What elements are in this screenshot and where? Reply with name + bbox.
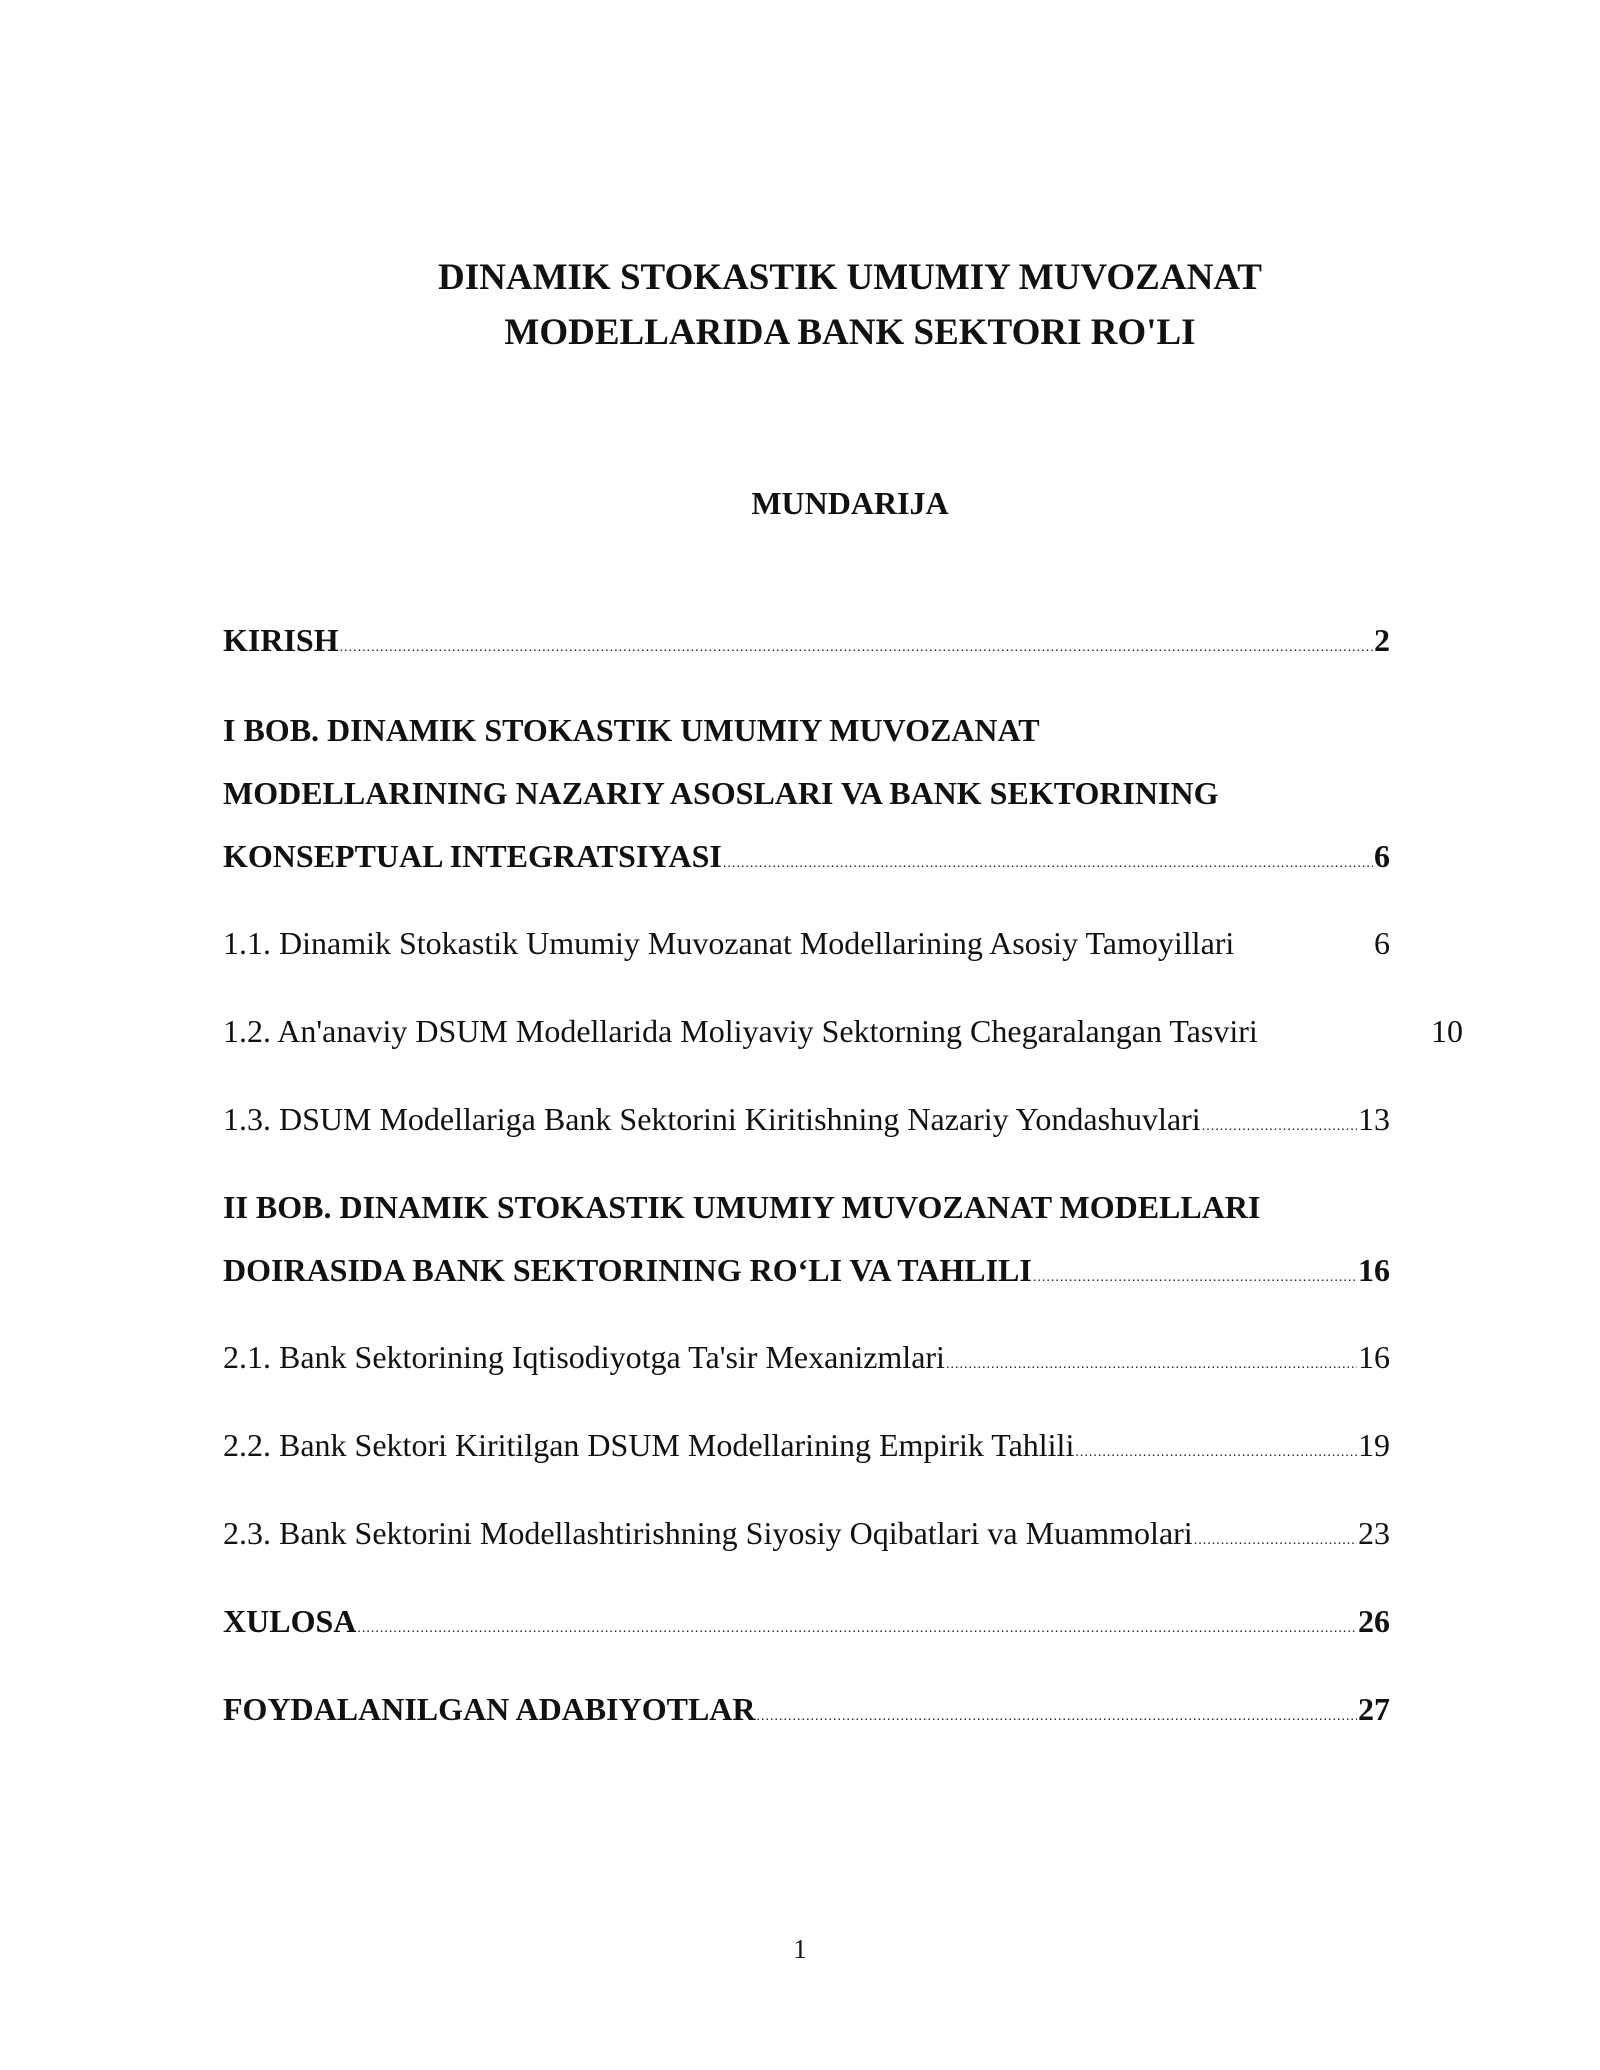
toc-page-number: 19 <box>1358 1427 1390 1463</box>
toc-label: 2.2. Bank Sektori Kiritilgan DSUM Modellarining Empirik Tahlili <box>223 1427 1075 1463</box>
toc-chapter-1-line-2: MODELLARINING NAZARIY ASOSLARI VA BANK SEKTORINING <box>223 775 1219 811</box>
toc-label: XULOSA <box>223 1603 357 1639</box>
dot-leader <box>1194 1509 1357 1572</box>
title-line-2: MODELLARIDA BANK SEKTORI RO'LI <box>504 312 1196 353</box>
dot-leader <box>357 1597 1357 1660</box>
toc-chapter-2-line-2: DOIRASIDA BANK SEKTORINING RO‘LI VA TAHLILI <box>223 1252 1032 1288</box>
toc-chapter-2-line-1: II BOB. DINAMIK STOKASTIK UMUMIY MUVOZANAT MODELLARI <box>223 1189 1261 1225</box>
toc-page-number: 23 <box>1358 1515 1390 1551</box>
toc-entry-xulosa[interactable] <box>223 1590 1413 1660</box>
dot-leader <box>946 1333 1357 1396</box>
dot-leader <box>1075 1421 1357 1484</box>
dot-leader <box>1202 1095 1357 1158</box>
toc-page-number: 16 <box>1358 1339 1390 1375</box>
toc-chapter-1-line-3: KONSEPTUAL INTEGRATSIYASI <box>223 838 722 874</box>
toc-label: 1.1. Dinamik Stokastik Umumiy Muvozanat Modellarining Asosiy Tamoyillari <box>223 925 1235 961</box>
toc-page-number: 26 <box>1358 1603 1390 1639</box>
toc-heading: MUNDARIJA <box>751 485 949 521</box>
toc-label: 2.1. Bank Sektorining Iqtisodiyotga Ta'sir Mexanizmlari <box>223 1339 945 1375</box>
toc-entry-kirish[interactable] <box>223 609 1413 679</box>
toc-label: 1.3. DSUM Modellariga Bank Sektorini Kiritishning Nazariy Yondashuvlari <box>223 1101 1201 1137</box>
toc-entry-adabiyotlar[interactable] <box>223 1678 1413 1748</box>
toc-page-number: 13 <box>1358 1101 1390 1137</box>
toc-page-number: 6 <box>1374 925 1390 961</box>
toc-entry-chapter-1[interactable] <box>223 699 1413 895</box>
dot-leader <box>1033 1246 1357 1309</box>
toc-page-number: 10 <box>1431 1013 1463 1049</box>
toc-page-number: 27 <box>1358 1691 1390 1727</box>
dot-leader <box>757 1685 1358 1748</box>
dot-leader <box>340 616 1373 679</box>
toc-entry-section-2-1[interactable] <box>223 1326 1413 1396</box>
toc-label: KIRISH <box>223 622 339 658</box>
toc-page-number: 16 <box>1358 1252 1390 1288</box>
page-number: 1 <box>793 1934 807 1964</box>
toc-label: 1.2. An'anaviy DSUM Modellarida Moliyaviy Sektorning Chegaralangan Tasviri <box>223 1013 1258 1049</box>
toc-entry-section-2-3[interactable] <box>223 1502 1413 1572</box>
title-line-1: DINAMIK STOKASTIK UMUMIY MUVOZANAT <box>438 257 1262 298</box>
toc-entry-chapter-2[interactable] <box>223 1176 1413 1309</box>
document-title <box>300 250 1400 360</box>
toc-entry-section-1-3[interactable] <box>223 1088 1413 1158</box>
toc-label: FOYDALANILGAN ADABIYOTLAR <box>223 1691 756 1727</box>
dot-leader <box>723 832 1373 895</box>
toc-entry-section-1-2[interactable] <box>223 1000 1463 1063</box>
toc-page-number: 2 <box>1374 622 1390 658</box>
toc-chapter-1-line-1: I BOB. DINAMIK STOKASTIK UMUMIY MUVOZANAT <box>223 712 1040 748</box>
toc-entry-section-1-1[interactable] <box>223 912 1413 975</box>
toc-page-number: 6 <box>1374 838 1390 874</box>
toc-label: 2.3. Bank Sektorini Modellashtirishning Siyosiy Oqibatlari va Muammolari <box>223 1515 1193 1551</box>
toc-entry-section-2-2[interactable] <box>223 1414 1413 1484</box>
